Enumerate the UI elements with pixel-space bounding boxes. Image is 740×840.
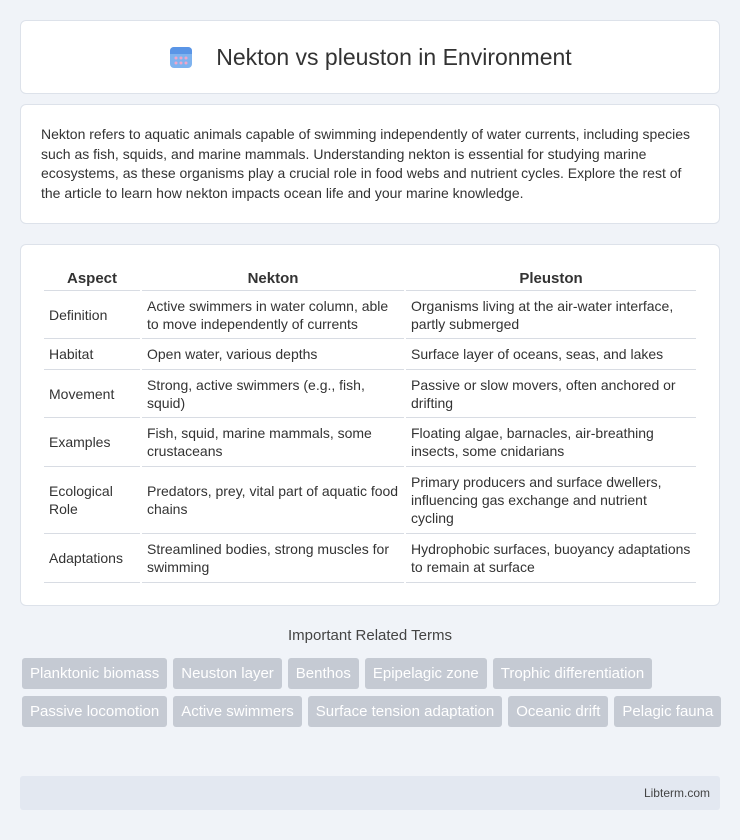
term-tag[interactable]: Oceanic drift <box>508 696 608 727</box>
footer-site-link[interactable]: Libterm.com <box>643 786 710 800</box>
page-title: Nekton vs pleuston in Environment <box>216 43 572 70</box>
cell-nekton: Strong, active swimmers (e.g., fish, squid) <box>142 370 404 418</box>
cell-aspect: Examples <box>44 418 140 467</box>
footer <box>20 776 720 810</box>
cell-nekton: Active swimmers in water column, able to move independently of currents <box>142 291 404 339</box>
term-tag[interactable]: Trophic differentiation <box>493 658 652 689</box>
intro-card <box>20 104 720 224</box>
header-nekton: Nekton <box>142 266 404 291</box>
cell-pleuston: Passive or slow movers, often anchored or drifting <box>406 370 696 418</box>
header-aspect: Aspect <box>44 266 140 291</box>
term-tag[interactable]: Passive locomotion <box>22 696 167 727</box>
related-terms-title: Important Related Terms <box>288 627 452 644</box>
table-row <box>44 534 696 583</box>
intro-text: Nekton refers to aquatic animals capable of swimming independently of water currents, including species such as fish, squids, and marine mammals. Understanding nekton is essential for studying marine ecosystems, as these organisms play a crucial role in food webs and nutrient cycles. Explore the rest of the article to learn how nekton impacts ocean life and your marine knowledge. <box>41 126 691 201</box>
calendar-icon <box>168 44 194 70</box>
table-row <box>44 370 696 418</box>
cell-pleuston: Floating algae, barnacles, air-breathing insects, some cnidarians <box>406 418 696 467</box>
cell-pleuston: Primary producers and surface dwellers, influencing gas exchange and nutrient cycling <box>406 467 696 534</box>
cell-aspect: Ecological Role <box>44 467 140 534</box>
cell-pleuston: Hydrophobic surfaces, buoyancy adaptations to remain at surface <box>406 534 696 583</box>
cell-pleuston: Surface layer of oceans, seas, and lakes <box>406 339 696 370</box>
comparison-card <box>20 244 720 606</box>
comparison-table <box>42 266 698 583</box>
cell-nekton: Predators, prey, vital part of aquatic food chains <box>142 467 404 534</box>
cell-aspect: Movement <box>44 370 140 418</box>
header-pleuston: Pleuston <box>406 266 696 291</box>
term-tag[interactable]: Planktonic biomass <box>22 658 167 689</box>
table-row <box>44 418 696 467</box>
table-row <box>44 339 696 370</box>
term-tag[interactable]: Benthos <box>288 658 359 689</box>
term-tag[interactable]: Pelagic fauna <box>614 696 721 727</box>
cell-aspect: Adaptations <box>44 534 140 583</box>
cell-aspect: Definition <box>44 291 140 339</box>
cell-nekton: Streamlined bodies, strong muscles for swimming <box>142 534 404 583</box>
table-row <box>44 467 696 534</box>
related-terms-list <box>22 658 722 727</box>
term-tag[interactable]: Surface tension adaptation <box>308 696 502 727</box>
cell-aspect: Habitat <box>44 339 140 370</box>
table-header-row <box>44 266 696 291</box>
cell-nekton: Fish, squid, marine mammals, some crustaceans <box>142 418 404 467</box>
table-row <box>44 291 696 339</box>
term-tag[interactable]: Active swimmers <box>173 696 302 727</box>
cell-pleuston: Organisms living at the air-water interface, partly submerged <box>406 291 696 339</box>
term-tag[interactable]: Neuston layer <box>173 658 282 689</box>
cell-nekton: Open water, various depths <box>142 339 404 370</box>
term-tag[interactable]: Epipelagic zone <box>365 658 487 689</box>
header-card <box>20 20 720 94</box>
